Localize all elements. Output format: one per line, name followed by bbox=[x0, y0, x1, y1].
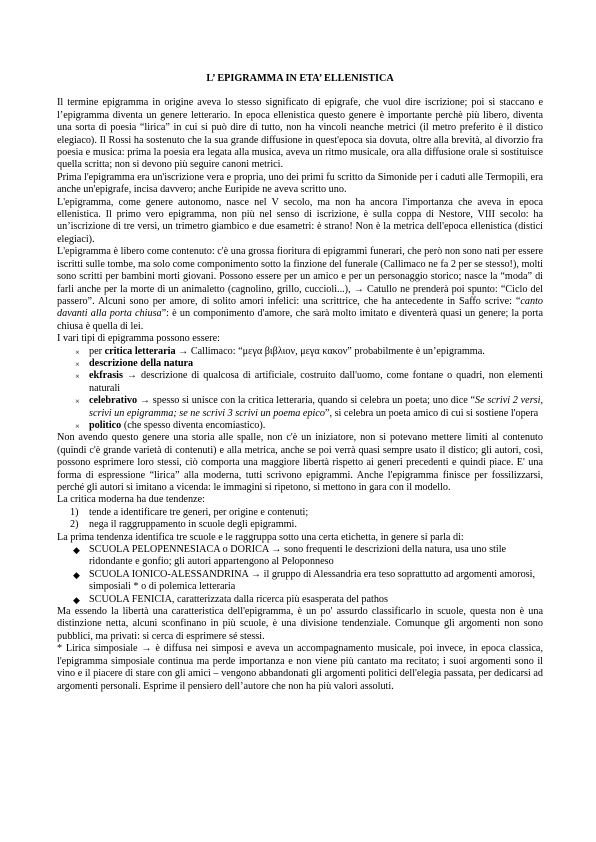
list-item-text: nega il raggruppamento in scuole degli epigrammi. bbox=[89, 519, 297, 531]
type-name: ekfrasis bbox=[89, 370, 123, 382]
type-description-tail: ”, si celebra un poeta amico di cui si sostiene l'opera bbox=[324, 407, 539, 419]
type-description: → spesso si unisce con la critica letteraria, quando si celebra un poeta; uno dice “ bbox=[137, 395, 476, 407]
type-description: → descrizione di qualcosa di artificiale, costruito dall'uomo, come fontane o quadri, non elementi naturali bbox=[89, 370, 543, 394]
list-number: 2) bbox=[70, 519, 79, 531]
diamond-bullet-icon: ◆ bbox=[73, 569, 80, 580]
list-item-text: SCUOLA PELOPENNESIACA o DORICA → sono frequenti le descrizioni della natura, usa uno stile ridondante e gonfio; gli autori appartengono al Peloponneso bbox=[89, 544, 507, 568]
list-item bbox=[57, 346, 543, 358]
list-item bbox=[57, 594, 543, 606]
intro-paragraph-2: Prima l'epigramma era un'iscrizione vera e propria, uno dei primi fu scritto da Simonide per i caduti alle Termopili, era anche un'epigrafe, incisa davvero; anche Euripide ne aveva scritto uno. bbox=[57, 171, 543, 196]
diamond-bullet-icon: ◆ bbox=[73, 594, 80, 605]
list-item bbox=[57, 395, 543, 420]
page-title: L’ EPIGRAMMA IN ETA’ ELLENISTICA bbox=[206, 73, 394, 84]
list-number: 1) bbox=[70, 506, 79, 518]
type-name: politico bbox=[89, 419, 122, 431]
type-name: celebrativo bbox=[89, 395, 138, 407]
intro-paragraph-4-tail: ”: è un componimento d'amore, che sarà molto imitato e diventerà quasi un genere; la porta chiusa è quella di lei. bbox=[57, 308, 543, 332]
middle-paragraph-2: La critica moderna ha due tendenze: bbox=[57, 494, 205, 506]
intro-paragraph-1: Il termine epigramma in origine aveva lo stesso significato di epigrafe, che vuol dire iscrizione; poi si staccano e l’epigramma diventa un genere letterario. In epoca ellenistica questo genere è importante perchè più libero, diventa una sorta di poesia “lirica” in cui si può dire di tutto, non ha vincoli neanche metrici (il metro preferito è il distico elegiaco). Il Rossi ha sostenuto che la sua grande diffusione in quest'epoca sia dovuta, oltre alla brevità, al divorzio fra poesia e musica: prima la poesia era legata alla musica, aveva un ritmo musicale, ora alla diffusione orale si sostituisce quella scritta; non si devono più seguire canoni metrici. bbox=[57, 97, 543, 171]
diamond-bullet-icon: ◆ bbox=[73, 545, 80, 556]
list-item bbox=[57, 544, 543, 569]
intro-paragraph-4 bbox=[57, 246, 543, 333]
closing-paragraph-2: * Lirica simposiale → è diffusa nei simposi e aveva un accompagnamento musicale, poi invece, in epoca classica, l'epigramma simposiale continua ma perde importanza e non viene più cantato ma recitato; i suoi argomenti sono il vino e il piacere di stare con gli amici – vengono abbandonati gli argomenti politici dell'elegia passata, per dedicarsi ad argomenti personali. Esprime il pensiero dell’autore che non ha più valori assoluti. bbox=[57, 643, 543, 692]
type-description: → Callimaco: “μεγα βιβλιον, μεγα κακον” probabilmente è un’epigramma. bbox=[175, 345, 485, 357]
closing-paragraph-1: Ma essendo la libertà una caratteristica dell'epigramma, è un po' assurdo classificarlo in scuole, questa non è una distinzione netta, alcuni sconfinano in più scuole, è una divisione tendenziale. Comunque gli argomenti non sono pubblici, ma privati: si cerca di esprimere sé stessi. bbox=[57, 606, 543, 642]
type-name: descrizione della natura bbox=[89, 357, 194, 369]
bullet-marker: × bbox=[75, 346, 80, 357]
bullet-marker: × bbox=[75, 396, 80, 407]
list-item bbox=[57, 420, 543, 432]
quoted-title: canto davanti alla porta chiusa bbox=[57, 295, 543, 320]
list-item bbox=[57, 507, 543, 519]
schools-intro: La prima tendenza identifica tre scuole e le raggruppa sotto una certa etichetta, in genere si parla di: bbox=[57, 531, 464, 543]
schools-list bbox=[57, 544, 543, 606]
type-description: (che spesso diventa encomiastico). bbox=[121, 419, 266, 431]
list-item bbox=[57, 519, 543, 531]
tendencies-list bbox=[57, 507, 543, 532]
list-item-text: SCUOLA IONICO-ALESSANDRINA → il gruppo di Alessandria era teso soprattutto ad argomenti amorosi, simposiali * o di polemica letteraria bbox=[89, 568, 536, 593]
list-item-text: tende a identificare tre generi, per origine e contenuti; bbox=[89, 506, 309, 518]
type-name: critica letteraria bbox=[104, 345, 176, 357]
intro-paragraph-3: L'epigramma, come genere autonomo, nasce nel V secolo, ma non ha ancora l'importanza che aveva in epoca ellenistica. Il primo vero epigramma, non più nel senso di iscrizione, è sulla coppa di Nestore, VIII secolo: ha un’iscrizione di tre versi, un trimetro giambico e due esametri: è strano! Non è la metrica dell'epoca ellenistica (distici elegiaci). bbox=[57, 196, 543, 245]
intro-paragraph-4-text: L'epigramma è libero come contenuto: c'è una grossa fioritura di epigrammi funerari, che però non sono nati per essere iscritti sulle tombe, ma solo come componimento sotto la finzione del funerale (Callimaco ne fa 2 per se stesso!), molti sono scritti per bambini morti giovani. Possono essere per un amico e per un personaggio storico; nasce la “moda” di farli anche per la morte di un animaletto (cagnolino, grillo, cuccioli...), → Catullo ne prenderà poi spunto: “Ciclo del passero”. Alcuni sono per amore, di solito amori infelici: una scrittrice, che ha antecedente in Saffo scrive: “ bbox=[57, 246, 543, 307]
bullet-marker: × bbox=[75, 371, 80, 382]
middle-paragraph-1: Non avendo questo genere una storia alle spalle, non c'è un iniziatore, non si potevano mettere limiti al contenuto (quindi c'è grande varietà di contenuti) e alla metrica, anche se poi verrà quasi sempre usato il distico; gli autori, così, possono esprimere loro stessi, ciò comporta una maggiore libertà rispetto ai generi precedenti e quindi piace. E' una forma di espressione “lirica” alla moderna, tutti scrivono epigrammi. Anche l'epigramma finisce per fossilizzarsi, perché gli autori si imitano a vicenda: le immagini si ripetono, si mettono in gara con il modello. bbox=[57, 432, 543, 493]
list-item-text: SCUOLA FENICIA, caratterizzata dalla ricerca più esasperata del pathos bbox=[89, 593, 388, 605]
types-intro: I vari tipi di epigramma possono essere: bbox=[57, 333, 220, 345]
epigram-types-list bbox=[57, 346, 543, 433]
type-quote: Se scrivi 2 versi, scrivi un epigramma; se ne scrivi 3 scrivi un poema epico bbox=[89, 395, 543, 419]
list-item bbox=[57, 358, 543, 370]
type-pre: per bbox=[89, 345, 105, 357]
bullet-marker: × bbox=[75, 420, 80, 431]
list-item bbox=[57, 370, 543, 395]
bullet-marker: × bbox=[75, 358, 80, 369]
list-item bbox=[57, 569, 543, 594]
